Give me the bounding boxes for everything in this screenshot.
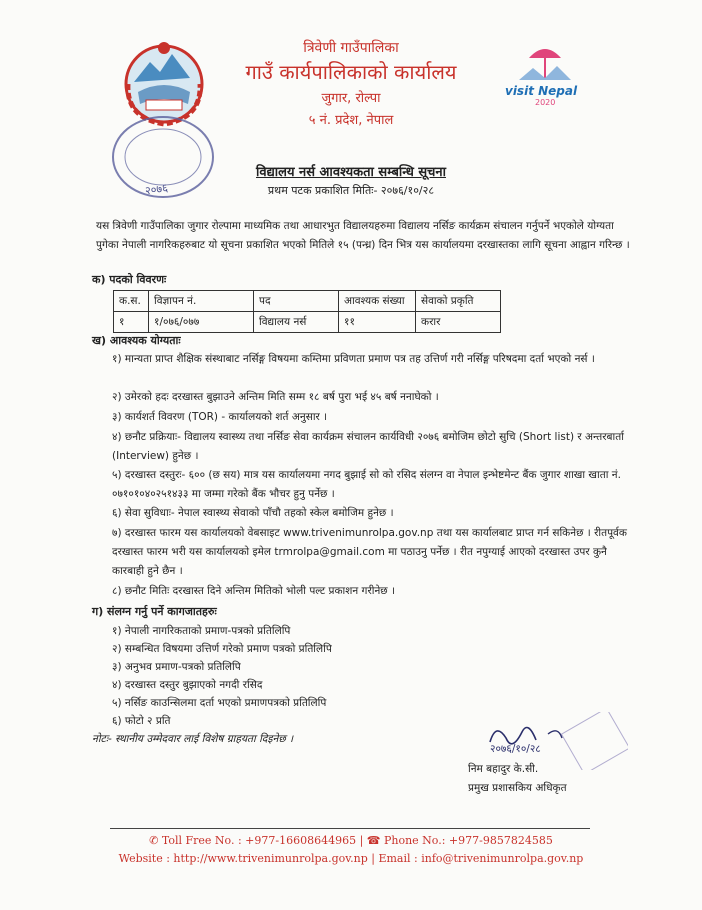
office-name: गाउँ कार्यपालिकाको कार्यालय: [245, 60, 457, 84]
footer-divider: [110, 828, 590, 829]
qualification-item: ६) सेवा सुविधाः- नेपाल स्वास्थ्य सेवाको पाँचौ तहको स्केल बमोजिम हुनेछ ।: [112, 507, 394, 519]
table-header-cell: विज्ञापन नं.: [149, 291, 254, 312]
table-header-row: [114, 291, 501, 312]
document-item: ५) नर्सिङ काउन्सिलमा दर्ता भएको प्रमाणपत्रको प्रतिलिपि: [112, 697, 327, 709]
qualification-item: ८) छनौट मितिः दरखास्त दिने अन्तिम मितिको भोली पल्ट प्रकाशन गरीनेछ ।: [112, 585, 395, 597]
signatory-name: निम बहादुर के.सी.: [468, 763, 539, 775]
document-item: २) सम्बन्धित विषयमा उत्तिर्ण गरेको प्रमाण पत्रको प्रतिलिपि: [112, 643, 332, 655]
qualification-item: १) मान्यता प्राप्त शैक्षिक संस्थाबाट नर्सिङ्ग विषयमा कम्तिमा प्रविणता प्रमाण पत्र तह उत्तिर्ण गरी नर्सिङ्ग परिषदमा दर्ता भएको नर्स ।: [112, 353, 595, 365]
section-b-heading: ख) आवश्यक योग्यताः: [92, 334, 181, 347]
document-item: ६) फोटो २ प्रति: [112, 715, 171, 727]
office-province: ५ नं. प्रदेश, नेपाल: [308, 113, 394, 128]
table-cell: करार: [416, 312, 501, 333]
table-header-cell: आवश्यक संख्या: [339, 291, 416, 312]
section-a-heading: क) पदको विवरणः: [92, 273, 167, 286]
table-header-cell: पद: [254, 291, 339, 312]
section-c-heading: ग) संलग्न गर्नु पर्ने कागजातहरुः: [92, 605, 217, 618]
table-row: [114, 312, 501, 333]
municipality-name: त्रिवेणी गाउँपालिका: [303, 40, 399, 56]
publish-date: प्रथम पटक प्रकाशित मितिः- २०७६/१०/२८: [267, 184, 435, 197]
document-item: ४) दरखास्त दस्तुर बुझाएको नगदी रसिद: [112, 679, 263, 691]
intro-paragraph: यस त्रिवेणी गाउँपालिका जुगार रोल्पामा माध्यमिक तथा आधारभुत विद्यालयहरुमा विद्यालय नर्सिङ कार्यक्रम संचालन गर्नुपर्ने भएकोले योग्यता पुगेका नेपाली नागरिकहरुबाट यो सूचना प्रकाशित भएको मितिले १५ (पन्ध्र) दिन भित्र यस कार्यालयमा दरखास्तका लागि सूचना आह्वान गरिन्छ ।: [96, 220, 630, 251]
qualification-item: २) उमेरको हदः दरखास्त बुझाउने अन्तिम मिति सम्म १८ बर्ष पुरा भई ४५ बर्ष ननाघेको ।: [112, 391, 439, 403]
signatory-block: [468, 760, 567, 798]
notice-title: विद्यालय नर्स आवश्यकता सम्बन्धि सूचना: [256, 165, 446, 180]
visit-nepal-umbrella-icon: [505, 40, 585, 86]
table-header-cell: सेवाको प्रकृति: [416, 291, 501, 312]
qualification-item: ५) दरखास्त दस्तुरः- ६०० (छ सय) मात्र यस कार्यालयमा नगद बुझाई सो को रसिद संलग्न वा नेपाल इन्भेष्टमेन्ट बैंक जुगार शाखा खाता नं. ०७१०१०४०२५१४३३ मा जम्मा गरेको बैंक भौचर हुनु पर्नेछ ।: [112, 469, 621, 500]
table-header-cell: क.स.: [114, 291, 149, 312]
qualification-item: ४) छनौट प्रक्रियाः- विद्यालय स्वास्थ्य तथा नर्सिङ सेवा कार्यक्रम संचालन कार्यविधी २०७६ बमोजिम छोटो सुचि (Short list) र अन्तरबार्ता (Interview) हुनेछ ।: [112, 431, 624, 462]
document-item: १) नेपाली नागरिकताको प्रमाण-पत्रको प्रतिलिपि: [112, 625, 291, 637]
table-cell: १: [114, 312, 149, 333]
office-location: जुगार, रोल्पा: [321, 91, 381, 106]
footer-contact: Website : http://www.trivenimunrolpa.gov.np | Email : info@trivenimunrolpa.gov.np: [118, 852, 584, 865]
document-item: ३) अनुभव प्रमाण-पत्रको प्रतिलिपि: [112, 661, 241, 673]
footer-phone: ✆ Toll Free No. : +977-16608644965 | ☎ Phone No.: +977-9857824585: [149, 834, 553, 847]
note-text: नोटः- स्थानीय उम्मेदवार लाई विशेष ग्राहयता दिइनेछ ।: [92, 733, 294, 745]
vacancy-table: [113, 290, 501, 333]
table-cell: १/०७६/०७७: [149, 312, 254, 333]
table-cell: ११: [339, 312, 416, 333]
table-cell: विद्यालय नर्स: [254, 312, 339, 333]
signatory-title: प्रमुख प्रशासकिय अधिकृत: [468, 782, 567, 794]
qualification-item: ७) दरखास्त फारम यस कार्यालयको वेबसाइट www.trivenimunrolpa.gov.np तथा यस कार्यालबाट प्राप्त गर्न सकिनेछ । रीतपूर्वक दरखास्त फारम भरी यस कार्यालयको इमेल trmrolpa@gmail.com मा पठाउनु पर्नेछ । रीत नपुग्याई आएको दरखास्त उपर कुनै कारबाही हुने छैन ।: [112, 527, 627, 577]
stamp-year: २०७६: [144, 181, 169, 198]
visit-nepal-year: 2020: [535, 98, 556, 107]
visit-nepal-text: visit Nepal: [505, 84, 578, 98]
signature-date: २०७६/१०/२८: [490, 743, 541, 755]
visit-nepal-logo: [505, 40, 585, 110]
qualification-item: ३) कार्यशर्त विवरण (TOR) - कार्यालयको शर्त अनुसार ।: [112, 411, 328, 423]
